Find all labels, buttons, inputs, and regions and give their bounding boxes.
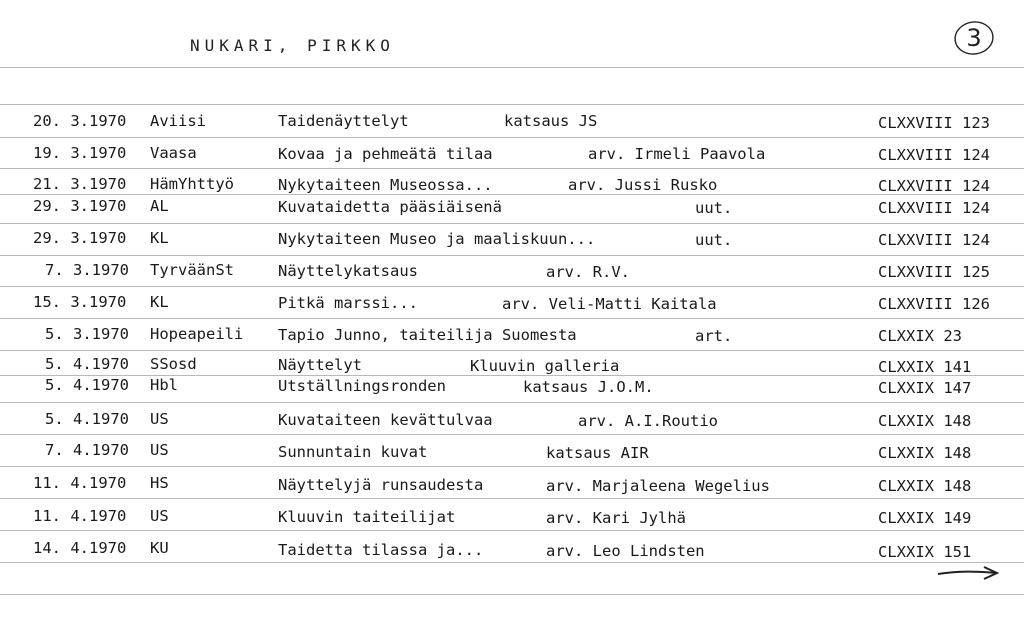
entry-date: 29. 3.1970 (33, 229, 127, 247)
rule-line (0, 67, 1024, 68)
entry-date: 19. 3.1970 (33, 144, 127, 162)
entry-title: Kuvataiteen kevättulvaa (278, 411, 493, 429)
entry-date: 21. 3.1970 (33, 175, 127, 193)
entry-paper: HämYhttyö (150, 175, 234, 193)
entry-ref: CLXXVIII 126 (878, 295, 990, 313)
entry-title: Kluuvin taiteilijat (278, 508, 456, 526)
circled-number-icon (952, 18, 996, 58)
entry-date: 11. 4.1970 (33, 474, 127, 492)
entry-ref: CLXXIX 141 (878, 358, 972, 376)
rule-line (0, 562, 1024, 563)
entry-title: Taidetta tilassa ja... (278, 541, 484, 559)
entry-title: Näyttelyt (278, 356, 362, 374)
entry-title: Kovaa ja pehmeätä tilaa (278, 145, 493, 163)
entry-paper: SSosd (150, 355, 197, 373)
rule-line (0, 318, 1024, 319)
entry-paper: US (150, 441, 169, 459)
entry-note: arv. Leo Lindsten (546, 542, 705, 560)
card-number-text: 3 (966, 24, 982, 52)
rule-line (0, 255, 1024, 256)
entry-date: 11. 4.1970 (33, 507, 127, 525)
rule-line (0, 466, 1024, 467)
entry-title: Kuvataidetta pääsiäisenä (278, 198, 502, 216)
entry-date: 5. 4.1970 (45, 355, 129, 373)
entry-paper: Hopeapeili (150, 325, 244, 343)
entry-paper: TyrväänSt (150, 261, 234, 279)
rule-line (0, 402, 1024, 403)
entry-ref: CLXXIX 149 (878, 509, 972, 527)
entry-note: arv. Jussi Rusko (568, 176, 718, 194)
entry-paper: US (150, 410, 169, 428)
entry-date: 5. 4.1970 (45, 376, 129, 394)
entry-title: Taidenäyttelyt (278, 112, 409, 130)
continuation-arrow-icon (936, 562, 1002, 584)
entry-ref: CLXXVIII 123 (878, 114, 990, 132)
entry-title: Sunnuntain kuvat (278, 443, 428, 461)
entry-note: katsaus J.O.M. (523, 378, 654, 396)
entry-ref: CLXXIX 148 (878, 444, 972, 462)
entry-ref: CLXXIX 23 (878, 327, 962, 345)
entry-paper: Vaasa (150, 144, 197, 162)
entry-ref: CLXXIX 148 (878, 477, 972, 495)
entry-paper: KU (150, 539, 169, 557)
entry-ref: CLXXVIII 124 (878, 199, 990, 217)
rule-line (0, 137, 1024, 138)
entry-note: arv. Veli-Matti Kaitala (502, 295, 717, 313)
entry-ref: CLXXIX 147 (878, 379, 972, 397)
entry-ref: CLXXVIII 124 (878, 146, 990, 164)
entry-note: arv. A.I.Routio (578, 412, 718, 430)
entry-date: 7. 4.1970 (45, 441, 129, 459)
entry-paper: KL (150, 293, 169, 311)
entry-paper: US (150, 507, 169, 525)
entry-ref: CLXXVIII 125 (878, 263, 990, 281)
entry-date: 5. 4.1970 (45, 410, 129, 428)
entry-note: uut. (695, 199, 733, 217)
entry-title: Nykytaiteen Museo ja maaliskuun... (278, 230, 596, 248)
entry-note: Kluuvin galleria (470, 357, 620, 375)
entry-date: 5. 3.1970 (45, 325, 129, 343)
rule-line (0, 498, 1024, 499)
entry-ref: CLXXIX 151 (878, 543, 972, 561)
rule-line (0, 594, 1024, 595)
entry-ref: CLXXVIII 124 (878, 177, 990, 195)
entry-paper: Aviisi (150, 112, 206, 130)
entry-ref: CLXXIX 148 (878, 412, 972, 430)
entry-title: Tapio Junno, taiteilija Suomesta (278, 326, 577, 344)
rule-line (0, 223, 1024, 224)
entry-note: katsaus AIR (546, 444, 649, 462)
entry-title: Pitkä marssi... (278, 294, 418, 312)
entry-note: uut. (695, 231, 733, 249)
entry-note: katsaus JS (504, 112, 598, 130)
entry-note: arv. Kari Jylhä (546, 509, 686, 527)
entry-title: Utställningsronden (278, 377, 446, 395)
entry-paper: KL (150, 229, 169, 247)
rule-line (0, 350, 1024, 351)
entry-paper: HS (150, 474, 169, 492)
entry-note: arv. Irmeli Paavola (588, 145, 766, 163)
entry-note: art. (695, 327, 733, 345)
entry-date: 20. 3.1970 (33, 112, 127, 130)
entry-paper: AL (150, 197, 169, 215)
rule-line (0, 168, 1024, 169)
rule-line (0, 434, 1024, 435)
entry-date: 14. 4.1970 (33, 539, 127, 557)
rule-line (0, 530, 1024, 531)
card-number (952, 18, 996, 58)
entry-date: 29. 3.1970 (33, 197, 127, 215)
entry-note: arv. Marjaleena Wegelius (546, 477, 770, 495)
entry-title: Nykytaiteen Museossa... (278, 176, 493, 194)
entry-date: 7. 3.1970 (45, 261, 129, 279)
rule-line (0, 104, 1024, 105)
entry-note: arv. R.V. (546, 263, 630, 281)
card-heading: NUKARI, PIRKKO (190, 36, 395, 55)
entry-title: Näyttelykatsaus (278, 262, 418, 280)
entry-paper: Hbl (150, 376, 178, 394)
entry-date: 15. 3.1970 (33, 293, 127, 311)
rule-line (0, 286, 1024, 287)
entry-ref: CLXXVIII 124 (878, 231, 990, 249)
entry-title: Näyttelyjä runsaudesta (278, 476, 484, 494)
rule-line (0, 194, 1024, 195)
